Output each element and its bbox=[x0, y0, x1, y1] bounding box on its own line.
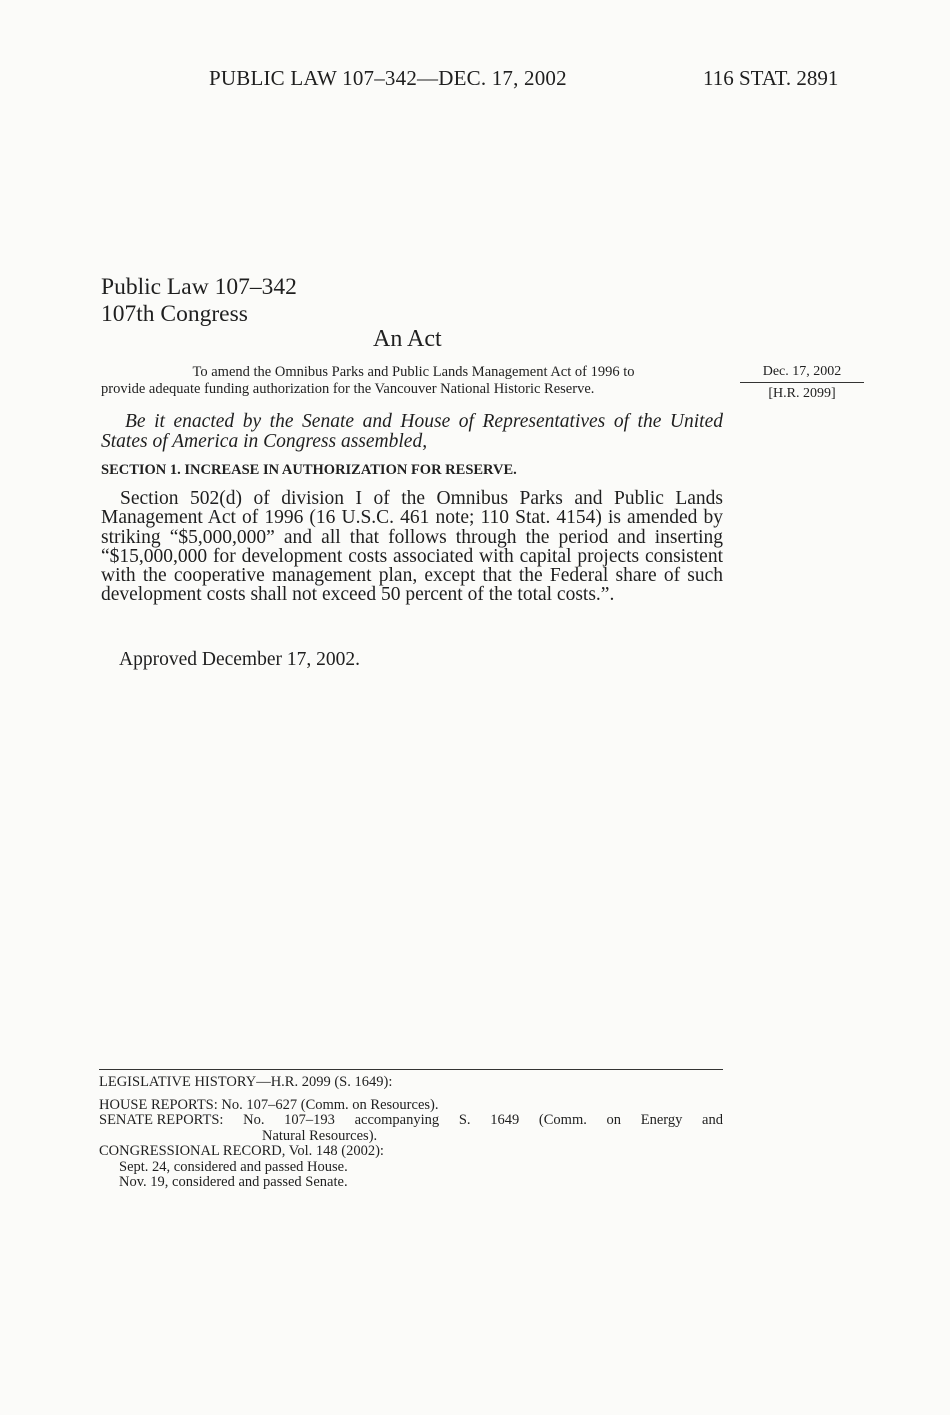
senate-reports-word: 107–193 bbox=[284, 1112, 335, 1128]
public-law-number: Public Law 107–342 bbox=[101, 274, 297, 300]
margin-rule bbox=[740, 382, 864, 383]
senate-reports-continuation: Natural Resources). bbox=[262, 1127, 378, 1144]
section-heading: SECTION 1. INCREASE IN AUTHORIZATION FOR RESERVE. bbox=[101, 462, 517, 478]
margin-bill-number: [H.R. 2099] bbox=[768, 386, 836, 401]
legislative-history bbox=[99, 1075, 723, 1191]
senate-reports-label: SENATE REPORTS: bbox=[99, 1112, 224, 1128]
record-entry: Sept. 24, considered and passed House. bbox=[119, 1158, 348, 1175]
purpose-line-2: provide adequate funding authorization for the Vancouver National Historic Reserve. bbox=[101, 381, 595, 397]
margin-date: Dec. 17, 2002 bbox=[762, 364, 842, 379]
congressional-record: CONGRESSIONAL RECORD, Vol. 148 (2002): bbox=[99, 1143, 384, 1159]
record-entry: Nov. 19, considered and passed Senate. bbox=[119, 1174, 348, 1190]
senate-reports-word: 1649 bbox=[490, 1112, 520, 1128]
law-title-block bbox=[101, 274, 297, 328]
senate-reports-word: accompanying bbox=[354, 1112, 440, 1128]
section-body: Section 502(d) of division I of the Omnibus Parks and Public Lands Management Act of 1996 (16 U.S.C. 461 note; 110 Stat. 4154) is amended by striking “$5,000,000” and all that follows through the period and inserting “$15,000,000 for development costs associated with capital projects consistent with the cooperative management plan, except that the Federal share of such development costs shall not exceed 50 percent of the total costs.”. bbox=[101, 488, 723, 606]
history-title: LEGISLATIVE HISTORY—H.R. 2099 (S. 1649): bbox=[99, 1074, 393, 1090]
running-head: PUBLIC LAW 107–342—DEC. 17, 2002 bbox=[209, 66, 567, 90]
margin-note bbox=[740, 363, 864, 402]
approval-date: Approved December 17, 2002. bbox=[119, 649, 360, 670]
house-reports: HOUSE REPORTS: No. 107–627 (Comm. on Resources). bbox=[99, 1096, 439, 1113]
congress-number: 107th Congress bbox=[101, 301, 248, 327]
footnote-rule bbox=[99, 1069, 723, 1070]
senate-reports-word: on bbox=[606, 1112, 622, 1128]
senate-reports-word: (Comm. bbox=[538, 1112, 587, 1128]
enacting-clause: Be it enacted by the Senate and House of Representatives of the United States of America in Congress assembled, bbox=[101, 411, 723, 452]
senate-reports-word: No. bbox=[243, 1112, 265, 1128]
senate-reports bbox=[99, 1113, 723, 1129]
statute-page-number: 116 STAT. 2891 bbox=[703, 66, 839, 90]
senate-reports-word: S. bbox=[458, 1112, 471, 1128]
purpose-line-1: To amend the Omnibus Parks and Public Lands Management Act of 1996 to bbox=[192, 364, 635, 380]
an-act-heading: An Act bbox=[373, 326, 442, 352]
senate-reports-word: and bbox=[702, 1112, 723, 1128]
senate-reports-word: Energy bbox=[640, 1112, 683, 1128]
purpose-statement bbox=[101, 364, 726, 398]
